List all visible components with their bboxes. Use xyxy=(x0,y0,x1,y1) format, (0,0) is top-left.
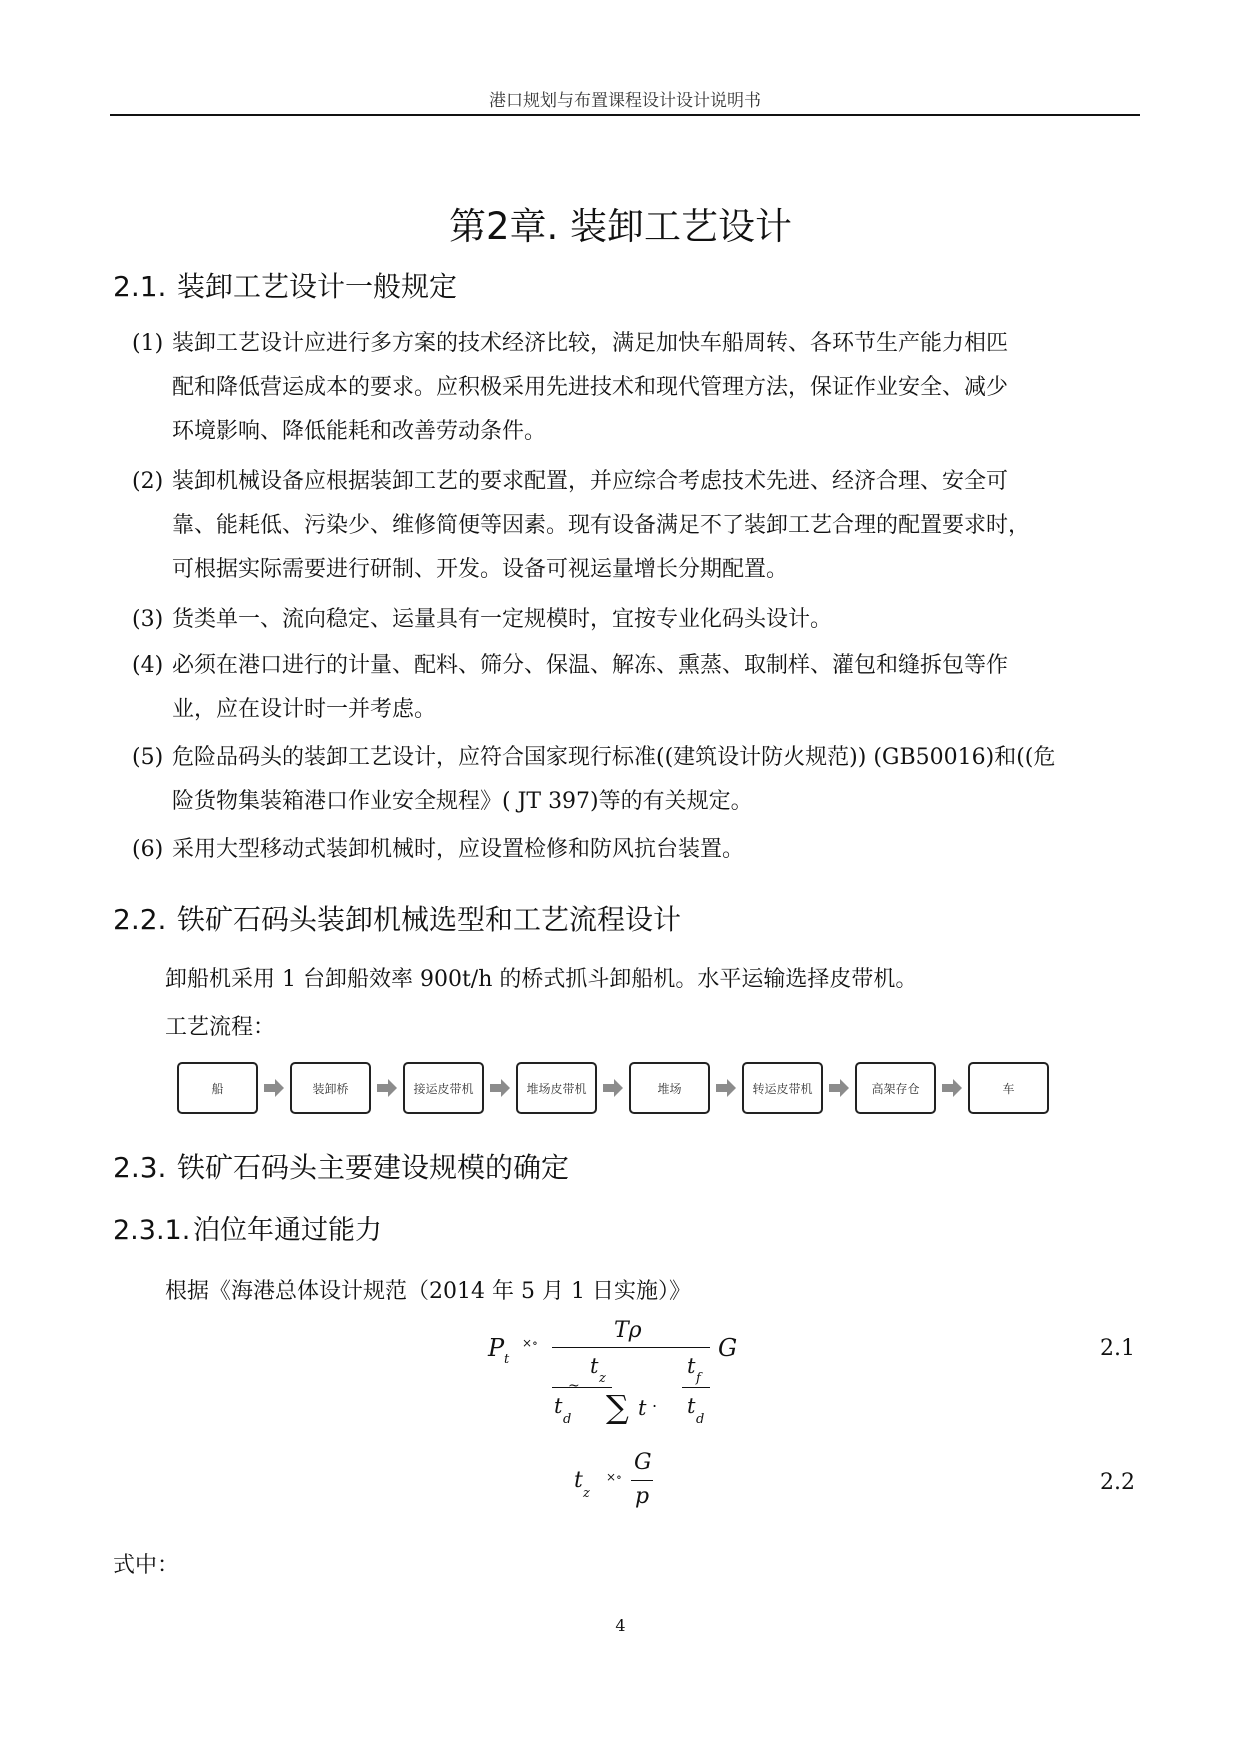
eq-symbol: t xyxy=(590,1354,599,1378)
eq-symbol: G xyxy=(718,1334,738,1362)
eq-subscript: f xyxy=(696,1371,701,1386)
eq-operator: ∑ xyxy=(606,1388,629,1426)
subsection-number: 2.3.1. xyxy=(113,1215,191,1246)
arrow-right-icon xyxy=(942,1078,962,1098)
list-text-line: 采用大型移动式装卸机械时，应设置检修和防风抗台装置。 xyxy=(172,837,745,862)
list-text-line: 配和降低营运成本的要求。应积极采用先进技术和现代管理方法，保证作业安全、减少 xyxy=(172,375,1009,400)
flow-step: 装卸桥 xyxy=(290,1062,371,1114)
flow-step: 车 xyxy=(968,1062,1049,1114)
eq-fraction-bar xyxy=(552,1347,710,1348)
list-text-line: 可根据实际需要进行研制、开发。设备可视运量增长分期配置。 xyxy=(172,557,789,582)
list-number: (6) xyxy=(132,837,164,862)
list-text-line: 环境影响、降低能耗和改善劳动条件。 xyxy=(172,419,547,444)
list-item-1 xyxy=(132,322,1142,454)
eq-fraction-bar xyxy=(552,1387,612,1388)
list-text-line: 必须在港口进行的计量、配料、筛分、保温、解冻、熏蒸、取制样、灌包和缝拆包等作 xyxy=(172,653,1009,678)
paragraph: 根据《海港总体设计规范（2014 年 5 月 1 日实施）》 xyxy=(165,1279,691,1304)
flow-step: 堆场皮带机 xyxy=(516,1062,597,1114)
list-number: (4) xyxy=(132,653,164,678)
list-item-6 xyxy=(132,828,1142,872)
eq-symbol: t xyxy=(554,1394,563,1418)
eq-operator: ×∘ xyxy=(522,1336,538,1350)
list-text-line: 装卸工艺设计应进行多方案的技术经济比较，满足加快车船周转、各环节生产能力相匹 xyxy=(172,331,1009,356)
arrow-right-icon xyxy=(716,1078,736,1098)
arrow-right-icon xyxy=(264,1078,284,1098)
section-number: 2.3. xyxy=(113,1151,167,1184)
section-number: 2.2. xyxy=(113,903,167,936)
list-text-line: 危险品码头的装卸工艺设计，应符合国家现行标准((建筑设计防火规范)) (GB50016)和((危 xyxy=(172,745,1056,770)
subsection-title: 泊位年通过能力 xyxy=(193,1215,382,1246)
paragraph: 式中： xyxy=(113,1553,180,1578)
eq-symbol: t xyxy=(574,1468,583,1493)
page-header-title: 港口规划与布置课程设计设计说明书 xyxy=(489,91,761,111)
eq-subscript: d xyxy=(696,1412,705,1427)
process-flow-diagram xyxy=(177,1062,1057,1114)
list-text-line: 业，应在设计时一并考虑。 xyxy=(172,697,437,722)
eq-numerator: G xyxy=(634,1450,652,1475)
eq-operator: . xyxy=(652,1392,658,1411)
section-heading-2-2 xyxy=(113,898,681,938)
section-title: 装卸工艺设计一般规定 xyxy=(177,270,458,303)
list-item-3 xyxy=(132,598,1142,642)
eq-fraction-bar xyxy=(631,1480,653,1481)
paragraph: 卸船机采用 1 台卸船效率 900t/h 的桥式抓斗卸船机。水平运输选择皮带机。 xyxy=(165,967,918,992)
eq-numerator: Tρ xyxy=(614,1318,642,1343)
page-number: 4 xyxy=(615,1616,626,1635)
list-text-line: 靠、能耗低、污染少、维修简便等因素。现有设备满足不了装卸工艺合理的配置要求时， xyxy=(172,513,1031,538)
list-number: (1) xyxy=(132,331,164,356)
list-text-line: 装卸机械设备应根据装卸工艺的要求配置，并应综合考虑技术先进、经济合理、安全可 xyxy=(172,469,1009,494)
list-number: (5) xyxy=(132,745,164,770)
header-divider xyxy=(110,114,1140,116)
section-title: 铁矿石码头主要建设规模的确定 xyxy=(177,1151,570,1184)
section-heading-2-3 xyxy=(113,1146,569,1186)
eq-symbol: P xyxy=(488,1334,505,1362)
eq-fraction-bar xyxy=(682,1387,710,1388)
eq-operator: ~ xyxy=(568,1378,580,1394)
list-item-2 xyxy=(132,460,1142,592)
subsection-heading-2-3-1 xyxy=(113,1208,382,1247)
list-number: (2) xyxy=(132,469,164,494)
section-number: 2.1. xyxy=(113,270,167,303)
chapter-title: 第2章. 装卸工艺设计 xyxy=(448,205,793,248)
equation-number: 2.2 xyxy=(1100,1470,1135,1495)
eq-subscript: z xyxy=(599,1371,606,1386)
eq-denominator: p xyxy=(635,1484,650,1509)
eq-symbol: t xyxy=(687,1394,696,1418)
equation-number: 2.1 xyxy=(1100,1336,1135,1361)
arrow-right-icon xyxy=(377,1078,397,1098)
list-item-4 xyxy=(132,644,1142,732)
eq-symbol: t xyxy=(687,1354,696,1378)
eq-operator: ×∘ xyxy=(606,1470,622,1484)
section-heading-2-1 xyxy=(113,265,457,305)
eq-subscript: z xyxy=(583,1486,590,1501)
eq-symbol: t xyxy=(638,1396,647,1420)
flow-step: 堆场 xyxy=(629,1062,710,1114)
list-text-line: 货类单一、流向稳定、运量具有一定规模时，宜按专业化码头设计。 xyxy=(172,607,833,632)
section-title: 铁矿石码头装卸机械选型和工艺流程设计 xyxy=(177,903,682,936)
arrow-right-icon xyxy=(490,1078,510,1098)
flow-step: 船 xyxy=(177,1062,258,1114)
eq-subscript: d xyxy=(563,1412,572,1427)
paragraph: 工艺流程： xyxy=(165,1015,276,1040)
list-text-line: 险货物集装箱港口作业安全规程》( JT 397)等的有关规定。 xyxy=(172,789,753,814)
eq-subscript: t xyxy=(504,1352,510,1367)
flow-step: 高架存仓 xyxy=(855,1062,936,1114)
arrow-right-icon xyxy=(603,1078,623,1098)
list-number: (3) xyxy=(132,607,164,632)
flow-step: 转运皮带机 xyxy=(742,1062,823,1114)
arrow-right-icon xyxy=(829,1078,849,1098)
flow-step: 接运皮带机 xyxy=(403,1062,484,1114)
list-item-5 xyxy=(132,736,1142,824)
